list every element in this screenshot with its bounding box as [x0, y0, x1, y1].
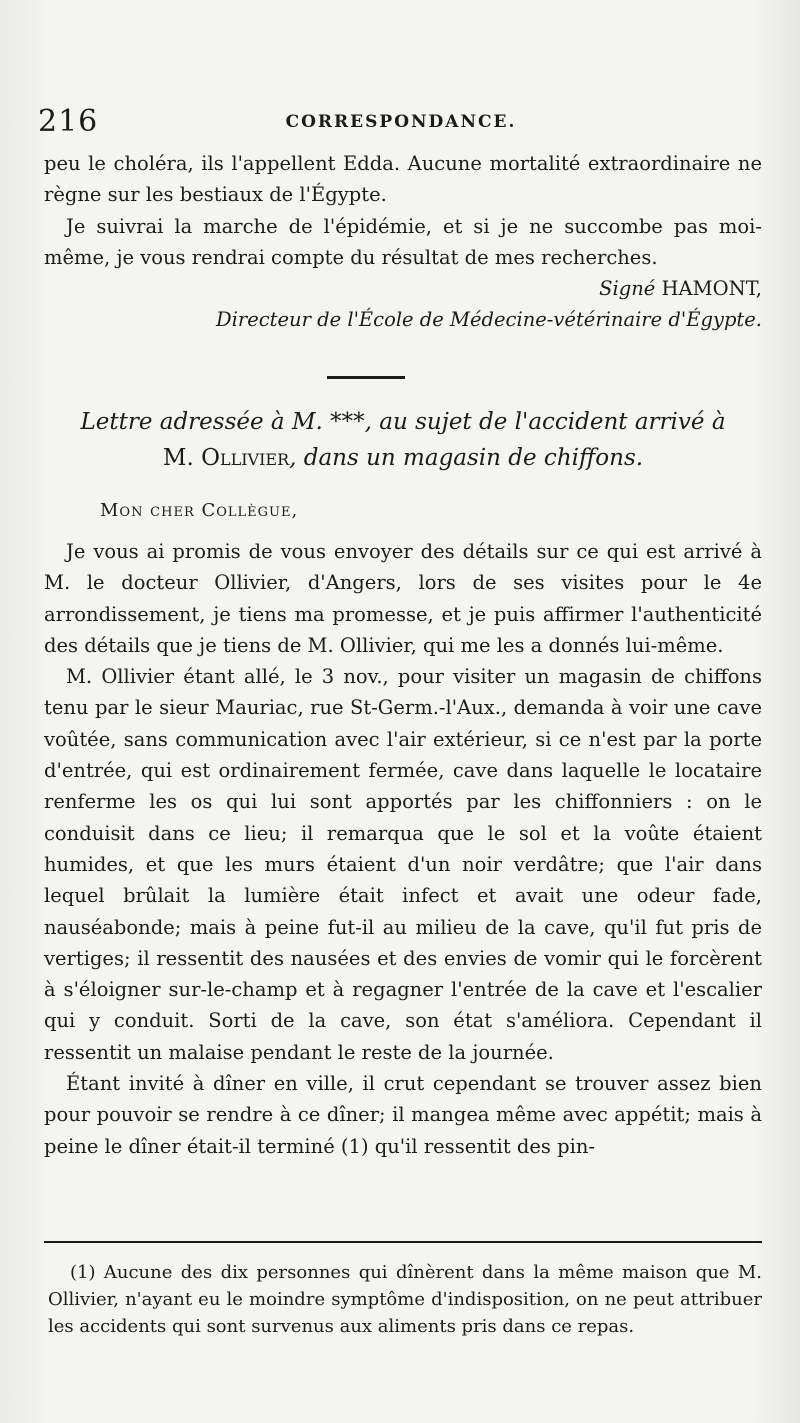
paragraph: peu le choléra, ils l'appellent Edda. Aucune mortalité extraordinaire ne règne sur les bestiaux de l'Égypte. — [44, 152, 762, 207]
letter-title — [44, 404, 762, 476]
page-number: 216 — [38, 104, 99, 139]
paragraph: Étant invité à dîner en ville, il crut cependant se trouver assez bien pour pouvoir se rendre à ce dîner; il mangea même avec appétit; mais à peine le dîner était-il terminé (1) qu'il ressentit des pin- — [44, 1072, 762, 1158]
letter-title-part2: , dans un magasin de chiffons. — [289, 445, 644, 471]
paragraph: Je suivrai la marche de l'épidémie, et si je ne succombe pas moi-même, je vous rendrai compte du résultat de mes recherches. — [44, 214, 762, 269]
letter-body — [44, 536, 762, 1162]
paragraph: Je vous ai promis de vous envoyer des détails sur ce qui est arrivé à M. le docteur Ollivier, d'Angers, lors de ses visites pour le 4e arrondissement, je tiens ma promesse, et je puis affirmer l'authenticité des détails que je tiens de M. Ollivier, qui me les a donnés lui-même. — [44, 540, 762, 657]
letter-title-name: M. Ollivier — [162, 445, 290, 471]
signature-prefix: Signé — [599, 277, 656, 301]
page-header — [36, 102, 766, 142]
signature-line — [44, 273, 762, 304]
running-head: CORRESPONDANCE. — [285, 112, 517, 132]
footnote-divider — [44, 1241, 762, 1243]
footnote — [48, 1259, 762, 1340]
signature-title: Directeur de l'École de Médecine-vétérinaire d'Égypte. — [216, 308, 762, 332]
letter-title-part1: Lettre adressée à M. ***, au sujet de l'accident arrivé à — [80, 409, 726, 435]
salutation: Mon cher Collègue, — [100, 500, 299, 521]
footnote-text: (1) Aucune des dix personnes qui dînèrent dans la même maison que M. Ollivier, n'ayant eu le moindre symptôme d'indisposition, on ne peut attribuer les accidents qui sont survenus aux aliments pris dans ce repas. — [48, 1262, 762, 1337]
section-hamont-letter-end — [44, 148, 762, 336]
signature-name: HAMONT, — [661, 277, 762, 301]
paragraph: M. Ollivier étant allé, le 3 nov., pour visiter un magasin de chiffons tenu par le sieur Mauriac, rue St-Germ.-l'Aux., demanda à voir une cave voûtée, sans communication avec l'air extérieur, si ce n'est par la porte d'entrée, qui est ordinairement fermée, cave dans laquelle le locataire renferme les os qui lui sont apportés par les chiffonniers : on le conduisit dans ce lieu; il remarqua que le sol et la voûte étaient humides, et que les murs étaient d'un noir verdâtre; que l'air dans lequel brûlait la lumière était infect et avait une odeur fade, nauséabonde; mais à peine fut-il au milieu de la cave, qu'il fut pris de vertiges; il ressentit des nausées et des envies de vomir qui le forcèrent à s'éloigner sur-le-champ et à regagner l'entrée de la cave et l'escalier qui y conduit. Sorti de la cave, son état s'améliora. Cependant il ressentit un malaise pendant le reste de la journée. — [44, 665, 762, 1064]
section-divider — [327, 376, 405, 379]
